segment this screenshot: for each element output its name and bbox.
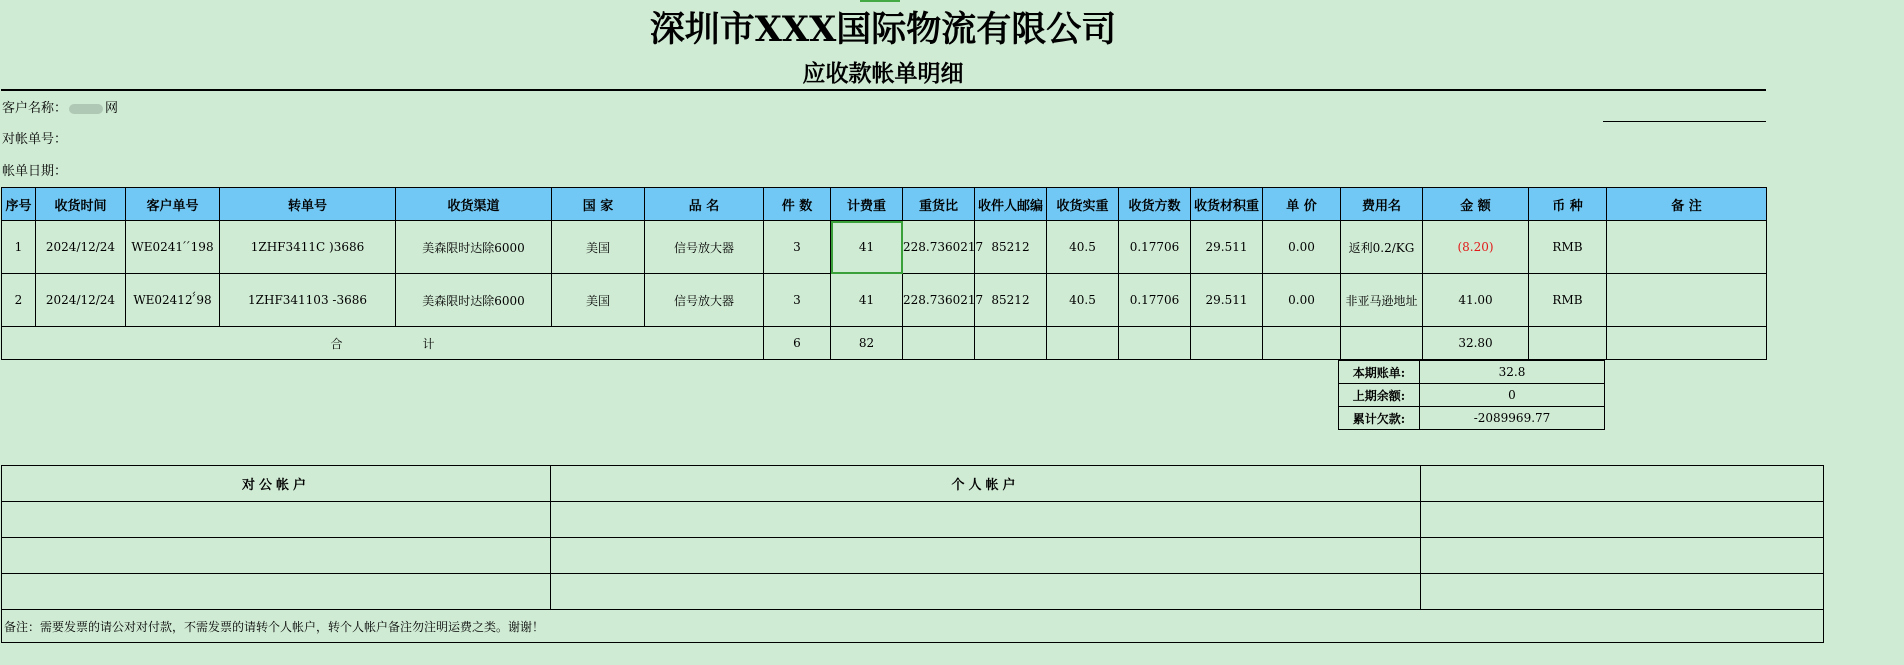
active-cell-marker: [860, 0, 900, 2]
personal-account-header: 个人帐户: [551, 466, 1421, 502]
cell-customer-no[interactable]: WE02412 ́́98: [126, 274, 220, 327]
account-table: [1, 465, 1824, 643]
empty-cell[interactable]: [1341, 327, 1423, 360]
cell-charge-weight-selected[interactable]: 41: [831, 221, 903, 274]
cell-channel[interactable]: 美森限时达除6000: [396, 221, 552, 274]
empty-cell[interactable]: [1263, 327, 1341, 360]
total-label-he: 合: [330, 336, 343, 351]
col-header: 收货渠道: [396, 188, 552, 221]
cell-remark[interactable]: [1607, 221, 1767, 274]
payment-note: 备注：需要发票的请公对对付款，不需发票的请转个人帐户，转个人帐户备注勿注明运费之类。谢谢！: [2, 610, 1824, 643]
cell-fee-name[interactable]: 非亚马逊地址: [1341, 274, 1423, 327]
cell-currency[interactable]: RMB: [1529, 221, 1607, 274]
total-charge-weight[interactable]: 82: [831, 327, 903, 360]
empty-cell[interactable]: [2, 538, 551, 574]
summary-label: 累计欠款:: [1339, 407, 1420, 430]
right-underline: [1603, 121, 1766, 122]
cell-volumetric-weight[interactable]: 29.511: [1191, 274, 1263, 327]
cell-index[interactable]: 1: [2, 221, 36, 274]
cell-customer-no[interactable]: WE0241 ́ ́198: [126, 221, 220, 274]
table-row: [2, 221, 1767, 274]
cell-weight-ratio[interactable]: 228.7360217: [903, 221, 975, 274]
empty-cell[interactable]: [1421, 466, 1824, 502]
cell-zip[interactable]: 85212: [975, 221, 1047, 274]
table-row: [2, 274, 1767, 327]
title-divider: [1, 89, 1766, 91]
cell-product[interactable]: 信号放大器: [645, 274, 764, 327]
total-row: [2, 327, 1767, 360]
col-header: 收货方数: [1119, 188, 1191, 221]
cell-date[interactable]: 2024/12/24: [36, 221, 126, 274]
empty-cell[interactable]: [1529, 327, 1607, 360]
customer-name-value: 网: [105, 101, 119, 116]
col-header: 收货实重: [1047, 188, 1119, 221]
cell-fee-name[interactable]: 返利0.2/KG: [1341, 221, 1423, 274]
empty-cell[interactable]: [1421, 574, 1824, 610]
cell-zip[interactable]: 85212: [975, 274, 1047, 327]
statement-no-label: 对帐单号：: [2, 132, 68, 147]
cell-pieces[interactable]: 3: [764, 274, 831, 327]
summary-value[interactable]: 32.8: [1420, 361, 1605, 384]
company-title: 深圳市XXX国际物流有限公司: [649, 9, 1117, 50]
empty-cell[interactable]: [551, 502, 1421, 538]
cell-amount[interactable]: (8.20): [1423, 221, 1529, 274]
account-row: [2, 502, 1824, 538]
empty-cell[interactable]: [551, 574, 1421, 610]
empty-cell[interactable]: [2, 502, 551, 538]
cell-actual-weight[interactable]: 40.5: [1047, 274, 1119, 327]
document-title: 应收款帐单明细: [802, 60, 964, 87]
cell-unit-price[interactable]: 0.00: [1263, 274, 1341, 327]
col-header: 币 种: [1529, 188, 1607, 221]
empty-cell[interactable]: [1421, 502, 1824, 538]
account-row: [2, 574, 1824, 610]
redacted-mark: [69, 104, 103, 114]
customer-name-row: [2, 101, 118, 117]
cell-date[interactable]: 2024/12/24: [36, 274, 126, 327]
col-header: 单 价: [1263, 188, 1341, 221]
total-label-ji: 计: [422, 336, 435, 351]
col-header: 收件人邮编: [975, 188, 1047, 221]
note-row: [2, 610, 1824, 643]
customer-name-label: 客户名称：: [2, 101, 68, 116]
cell-volume[interactable]: 0.17706: [1119, 221, 1191, 274]
empty-cell[interactable]: [1607, 327, 1767, 360]
empty-cell[interactable]: [1119, 327, 1191, 360]
col-header: 收货材积重: [1191, 188, 1263, 221]
statement-date-label: 帐单日期：: [2, 164, 68, 179]
total-pieces[interactable]: 6: [764, 327, 831, 360]
cell-country[interactable]: 美国: [552, 221, 645, 274]
cell-product[interactable]: 信号放大器: [645, 221, 764, 274]
empty-cell[interactable]: [1421, 538, 1824, 574]
account-row: [2, 538, 1824, 574]
cell-charge-weight[interactable]: 41: [831, 274, 903, 327]
col-header: 转单号: [220, 188, 396, 221]
cell-unit-price[interactable]: 0.00: [1263, 221, 1341, 274]
summary-table: [1338, 360, 1605, 430]
cell-channel[interactable]: 美森限时达除6000: [396, 274, 552, 327]
col-header: 品 名: [645, 188, 764, 221]
empty-cell[interactable]: [2, 574, 551, 610]
summary-row: [1339, 407, 1605, 430]
cell-transfer-no[interactable]: 1ZHF3411C )3686: [220, 221, 396, 274]
table-header-row: [2, 188, 1767, 221]
summary-row: [1339, 361, 1605, 384]
cell-volumetric-weight[interactable]: 29.511: [1191, 221, 1263, 274]
empty-cell[interactable]: [1047, 327, 1119, 360]
cell-remark[interactable]: [1607, 274, 1767, 327]
summary-value[interactable]: 0: [1420, 384, 1605, 407]
summary-label: 上期余额:: [1339, 384, 1420, 407]
total-label-cell[interactable]: [2, 327, 764, 360]
cell-amount[interactable]: 41.00: [1423, 274, 1529, 327]
total-amount[interactable]: 32.80: [1423, 327, 1529, 360]
cell-pieces[interactable]: 3: [764, 221, 831, 274]
corporate-account-header: 对公帐户: [2, 466, 551, 502]
col-header: 费用名: [1341, 188, 1423, 221]
cell-actual-weight[interactable]: 40.5: [1047, 221, 1119, 274]
cell-currency[interactable]: RMB: [1529, 274, 1607, 327]
empty-cell[interactable]: [551, 538, 1421, 574]
col-header: 客户单号: [126, 188, 220, 221]
cell-weight-ratio[interactable]: 228.7360217: [903, 274, 975, 327]
col-header: 件 数: [764, 188, 831, 221]
cell-index[interactable]: 2: [2, 274, 36, 327]
summary-row: [1339, 384, 1605, 407]
billing-table: [1, 187, 1767, 360]
col-header: 国 家: [552, 188, 645, 221]
col-header: 金 额: [1423, 188, 1529, 221]
cell-transfer-no[interactable]: 1ZHF341103 -3686: [220, 274, 396, 327]
col-header: 备 注: [1607, 188, 1767, 221]
col-header: 序号: [2, 188, 36, 221]
col-header: 收货时间: [36, 188, 126, 221]
col-header: 计费重: [831, 188, 903, 221]
summary-label: 本期账单:: [1339, 361, 1420, 384]
summary-value[interactable]: -2089969.77: [1420, 407, 1605, 430]
cell-volume[interactable]: 0.17706: [1119, 274, 1191, 327]
cell-country[interactable]: 美国: [552, 274, 645, 327]
col-header: 重货比: [903, 188, 975, 221]
empty-cell[interactable]: [1191, 327, 1263, 360]
empty-cell[interactable]: [975, 327, 1047, 360]
empty-cell[interactable]: [903, 327, 975, 360]
account-header-row: [2, 466, 1824, 502]
